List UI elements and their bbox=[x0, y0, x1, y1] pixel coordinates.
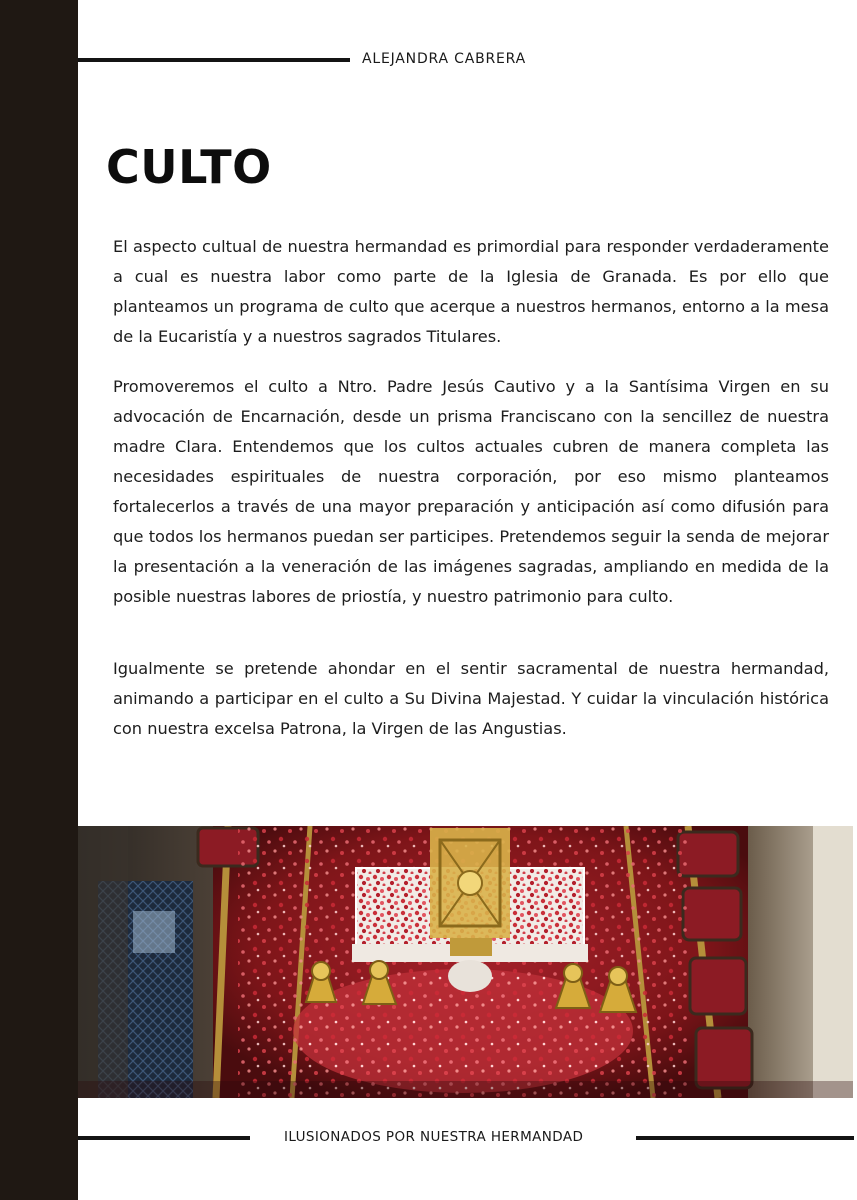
author-name: ALEJANDRA CABRERA bbox=[362, 51, 526, 67]
header-rule bbox=[78, 58, 350, 62]
page-title: CULTO bbox=[106, 140, 272, 194]
paragraph-2: Promoveremos el culto a Ntro. Padre Jesús Cautivo y a la Santísima Virgen en su advocación de Encarnación, desde un prisma Franciscano con la sencillez de nuestra madre Clara. Entendemos que los cultos actuales cubren de manera completa las necesidades espirituales de nuestra corporación, por eso mismo planteamos fortalecerlos a través de una mayor preparación y anticipación así como difusión para que todos los hermanos puedan ser participes. Pretendemos seguir la senda de mejorar la presentación a la veneración de las imágenes sagradas, ampliando en medida de la posible nuestras labores de priostía, y nuestro patrimonio para culto. bbox=[113, 377, 829, 606]
paragraph-1: El aspecto cultual de nuestra hermandad es primordial para responder verdaderamente a cual es nuestra labor como parte de la Iglesia de Granada. Es por ello que planteamos un programa de culto que acerque a nuestros hermanos, entorno a la mesa de la Eucaristía y a nuestros sagrados Titulares. bbox=[113, 237, 829, 346]
footer-rule-left bbox=[78, 1136, 250, 1140]
altar-photo bbox=[78, 826, 853, 1098]
paragraph-3: Igualmente se pretende ahondar en el sentir sacramental de nuestra hermandad, animando a participar en el culto a Su Divina Majestad. Y cuidar la vinculación histórica con nuestra excelsa Patrona, la Virgen de las Angustias. bbox=[113, 659, 829, 738]
side-bar bbox=[0, 0, 78, 1200]
footer-rule-right bbox=[636, 1136, 854, 1140]
footer-tagline: ILUSIONADOS POR NUESTRA HERMANDAD bbox=[284, 1129, 584, 1145]
